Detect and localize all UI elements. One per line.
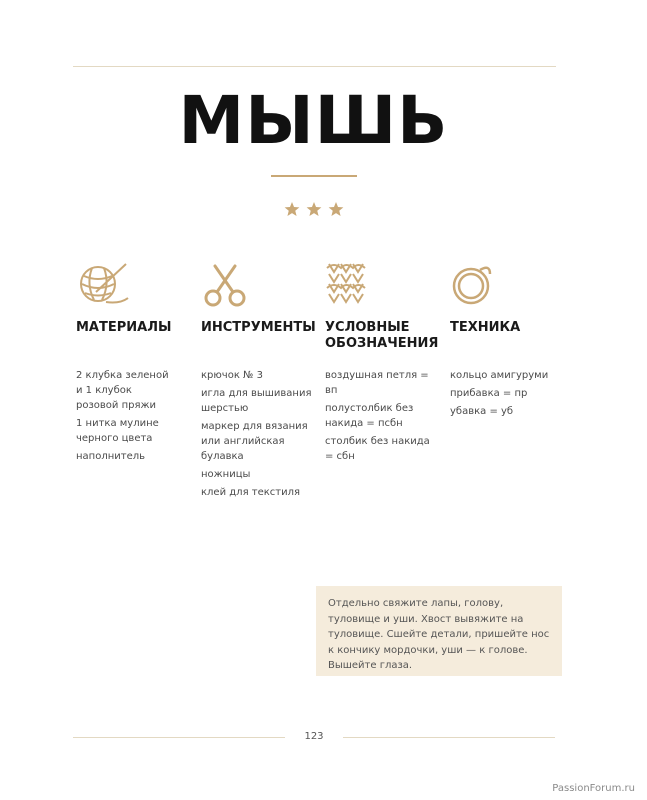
footer-rule-right <box>343 737 555 738</box>
list-item: столбик без накида = сбн <box>325 436 430 462</box>
list-item: 2 клубка зеленой и 1 клубок розовой пряжи <box>76 370 169 411</box>
column-heading: ИНСТРУМЕНТЫ <box>201 320 316 335</box>
ring-icon <box>450 262 565 308</box>
list-item: ножницы <box>201 469 251 480</box>
star-icon <box>284 202 300 217</box>
list-item: полустолбик без накида = псбн <box>325 403 414 429</box>
list-item: маркер для вязания или английская булавка <box>201 421 308 462</box>
scissors-icon <box>201 262 316 308</box>
page-title: МЫШЬ <box>178 82 449 159</box>
column-heading: УСЛОВНЫЕ ОБОЗНАЧЕНИЯ <box>325 320 439 351</box>
star-icon <box>328 202 344 217</box>
list-item: клей для текстиля <box>201 487 301 498</box>
list-item: кольцо амигуруми <box>450 370 549 381</box>
title-underline <box>271 175 357 177</box>
list-item: прибавка = пр <box>450 388 528 399</box>
top-rule <box>73 66 556 67</box>
list-item: воздушная петля = вп <box>325 370 429 396</box>
column-heading: МАТЕРИАЛЫ <box>76 320 172 335</box>
watermark: PassionForum.ru <box>552 783 635 794</box>
list-item: крючок № 3 <box>201 370 263 381</box>
list-item: 1 нитка мулине черного цвета <box>76 418 159 444</box>
yarn-ball-icon <box>76 262 191 308</box>
instructions-note: Отдельно свяжите лапы, голову, туловище и уши. Хвост вывяжите на туловище. Сшейте детали, пришейте нос к кончику мордочки, уши — к голове. Вышейте глаза. <box>316 586 562 676</box>
column-tools <box>201 262 316 503</box>
knit-stitches-icon <box>325 262 440 308</box>
list-item: убавка = уб <box>450 406 514 417</box>
list-item: наполнитель <box>76 451 146 462</box>
star-icon <box>306 202 322 217</box>
difficulty-stars <box>0 202 627 217</box>
column-materials <box>76 262 191 467</box>
list-item: игла для вышивания шерстью <box>201 388 312 414</box>
column-legend <box>325 262 440 467</box>
footer-rule-left <box>73 737 285 738</box>
column-heading: ТЕХНИКА <box>450 320 521 335</box>
column-technique <box>450 262 565 422</box>
page-number: 123 <box>304 731 324 742</box>
